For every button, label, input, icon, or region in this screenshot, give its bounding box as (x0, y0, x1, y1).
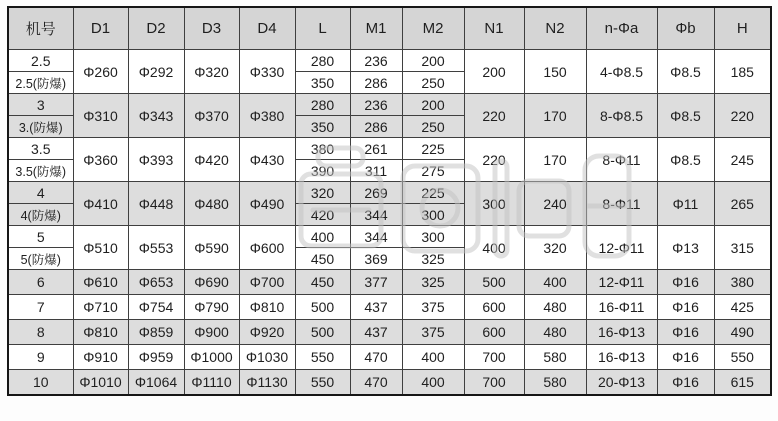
cell: 5(防爆) (8, 248, 73, 270)
cell: 170 (524, 138, 586, 182)
cell: 8-Φ11 (586, 182, 657, 226)
cell: 350 (295, 72, 350, 94)
cell: 400 (295, 226, 350, 248)
cell: Φ1030 (239, 345, 295, 370)
cell: Φ553 (128, 226, 184, 270)
table-row (8, 320, 771, 345)
cell: 6 (8, 270, 73, 295)
cell: 580 (524, 345, 586, 370)
col-header-4: D4 (239, 7, 295, 50)
cell: Φ448 (128, 182, 184, 226)
cell: Φ1000 (184, 345, 239, 370)
cell: 236 (350, 94, 402, 116)
col-header-3: D3 (184, 7, 239, 50)
cell: Φ900 (184, 320, 239, 345)
cell: 470 (350, 370, 402, 395)
cell: 400 (402, 345, 464, 370)
cell: Φ959 (128, 345, 184, 370)
cell: Φ16 (657, 370, 714, 395)
cell: 420 (295, 204, 350, 226)
cell: 450 (295, 270, 350, 295)
cell: 3 (8, 94, 73, 116)
col-header-0: 机号 (8, 7, 73, 50)
cell: 320 (524, 226, 586, 270)
cell: Φ320 (184, 50, 239, 94)
col-header-12: H (714, 7, 771, 50)
cell: 315 (714, 226, 771, 270)
cell: 4-Φ8.5 (586, 50, 657, 94)
col-header-8: N1 (464, 7, 524, 50)
cell: Φ700 (239, 270, 295, 295)
table-row (8, 226, 771, 248)
cell: Φ330 (239, 50, 295, 94)
cell: Φ16 (657, 295, 714, 320)
cell: 9 (8, 345, 73, 370)
cell: Φ16 (657, 270, 714, 295)
cell: 269 (350, 182, 402, 204)
cell: 3.5 (8, 138, 73, 160)
cell: 390 (295, 160, 350, 182)
cell: 325 (402, 270, 464, 295)
cell: Φ790 (184, 295, 239, 320)
cell: Φ1010 (73, 370, 128, 395)
cell: 425 (714, 295, 771, 320)
cell: 261 (350, 138, 402, 160)
cell: 300 (402, 226, 464, 248)
cell: Φ920 (239, 320, 295, 345)
cell: 350 (295, 116, 350, 138)
cell: 200 (464, 50, 524, 94)
cell: 8-Φ8.5 (586, 94, 657, 138)
cell: 380 (295, 138, 350, 160)
table-row (8, 182, 771, 204)
cell: 7 (8, 295, 73, 320)
cell: 280 (295, 50, 350, 72)
cell: 580 (524, 370, 586, 395)
cell: 300 (402, 204, 464, 226)
cell: Φ910 (73, 345, 128, 370)
cell: Φ8.5 (657, 50, 714, 94)
cell: 286 (350, 72, 402, 94)
col-header-2: D2 (128, 7, 184, 50)
col-header-9: N2 (524, 7, 586, 50)
cell: 10 (8, 370, 73, 395)
col-header-10: n-Φa (586, 7, 657, 50)
cell: Φ8.5 (657, 138, 714, 182)
cell: Φ380 (239, 94, 295, 138)
cell: 500 (295, 320, 350, 345)
cell: Φ754 (128, 295, 184, 320)
cell: Φ610 (73, 270, 128, 295)
cell: 320 (295, 182, 350, 204)
cell: Φ310 (73, 94, 128, 138)
cell: 250 (402, 72, 464, 94)
cell: 500 (295, 295, 350, 320)
cell: 2.5(防爆) (8, 72, 73, 94)
cell: Φ16 (657, 345, 714, 370)
cell: Φ370 (184, 94, 239, 138)
cell: Φ1130 (239, 370, 295, 395)
cell: 286 (350, 116, 402, 138)
cell: Φ810 (73, 320, 128, 345)
cell: 236 (350, 50, 402, 72)
col-header-7: M2 (402, 7, 464, 50)
cell: 275 (402, 160, 464, 182)
cell: 220 (464, 138, 524, 182)
cell: Φ430 (239, 138, 295, 182)
cell: Φ480 (184, 182, 239, 226)
cell: 220 (464, 94, 524, 138)
cell: Φ420 (184, 138, 239, 182)
cell: Φ490 (239, 182, 295, 226)
table-row (8, 345, 771, 370)
cell: 375 (402, 295, 464, 320)
cell: 3.5(防爆) (8, 160, 73, 182)
cell: 550 (714, 345, 771, 370)
cell: 375 (402, 320, 464, 345)
table-row (8, 295, 771, 320)
cell: Φ11 (657, 182, 714, 226)
cell: 185 (714, 50, 771, 94)
cell: 12-Φ11 (586, 226, 657, 270)
cell: 344 (350, 226, 402, 248)
cell: 490 (714, 320, 771, 345)
cell: 12-Φ11 (586, 270, 657, 295)
cell: Φ16 (657, 320, 714, 345)
cell: Φ8.5 (657, 94, 714, 138)
cell: 250 (402, 116, 464, 138)
spec-table (7, 6, 772, 396)
header-row (8, 7, 771, 50)
cell: Φ810 (239, 295, 295, 320)
col-header-6: M1 (350, 7, 402, 50)
cell: 3.(防爆) (8, 116, 73, 138)
cell: 300 (464, 182, 524, 226)
cell: 265 (714, 182, 771, 226)
cell: 4(防爆) (8, 204, 73, 226)
cell: Φ510 (73, 226, 128, 270)
cell: Φ690 (184, 270, 239, 295)
cell: Φ410 (73, 182, 128, 226)
cell: Φ360 (73, 138, 128, 182)
cell: 600 (464, 295, 524, 320)
cell: 225 (402, 182, 464, 204)
cell: 600 (464, 320, 524, 345)
col-header-5: L (295, 7, 350, 50)
cell: Φ1110 (184, 370, 239, 395)
cell: 16-Φ11 (586, 295, 657, 320)
cell: 200 (402, 94, 464, 116)
cell: 480 (524, 295, 586, 320)
cell: 700 (464, 370, 524, 395)
cell: Φ292 (128, 50, 184, 94)
cell: 400 (464, 226, 524, 270)
cell: 400 (402, 370, 464, 395)
table-row (8, 94, 771, 116)
cell: Φ13 (657, 226, 714, 270)
cell: 150 (524, 50, 586, 94)
cell: 16-Φ13 (586, 345, 657, 370)
cell: 325 (402, 248, 464, 270)
table-body (8, 50, 771, 395)
cell: 280 (295, 94, 350, 116)
cell: 311 (350, 160, 402, 182)
cell: Φ600 (239, 226, 295, 270)
cell: 480 (524, 320, 586, 345)
cell: 437 (350, 320, 402, 345)
col-header-11: Φb (657, 7, 714, 50)
cell: Φ653 (128, 270, 184, 295)
cell: 20-Φ13 (586, 370, 657, 395)
cell: 450 (295, 248, 350, 270)
cell: Φ859 (128, 320, 184, 345)
table-row (8, 138, 771, 160)
cell: Φ590 (184, 226, 239, 270)
cell: 220 (714, 94, 771, 138)
cell: 240 (524, 182, 586, 226)
cell: Φ393 (128, 138, 184, 182)
cell: 8-Φ11 (586, 138, 657, 182)
cell: 245 (714, 138, 771, 182)
cell: Φ343 (128, 94, 184, 138)
cell: 437 (350, 295, 402, 320)
cell: 369 (350, 248, 402, 270)
cell: 200 (402, 50, 464, 72)
cell: Φ710 (73, 295, 128, 320)
cell: 377 (350, 270, 402, 295)
cell: 344 (350, 204, 402, 226)
table-header (8, 7, 771, 50)
cell: 400 (524, 270, 586, 295)
cell: Φ260 (73, 50, 128, 94)
cell: 16-Φ13 (586, 320, 657, 345)
cell: 500 (464, 270, 524, 295)
table-row (8, 50, 771, 72)
cell: 225 (402, 138, 464, 160)
cell: 470 (350, 345, 402, 370)
cell: 2.5 (8, 50, 73, 72)
cell: 8 (8, 320, 73, 345)
cell: 4 (8, 182, 73, 204)
cell: Φ1064 (128, 370, 184, 395)
cell: 170 (524, 94, 586, 138)
cell: 380 (714, 270, 771, 295)
table-row (8, 370, 771, 395)
table-row (8, 270, 771, 295)
cell: 550 (295, 345, 350, 370)
cell: 5 (8, 226, 73, 248)
cell: 700 (464, 345, 524, 370)
cell: 550 (295, 370, 350, 395)
col-header-1: D1 (73, 7, 128, 50)
cell: 615 (714, 370, 771, 395)
